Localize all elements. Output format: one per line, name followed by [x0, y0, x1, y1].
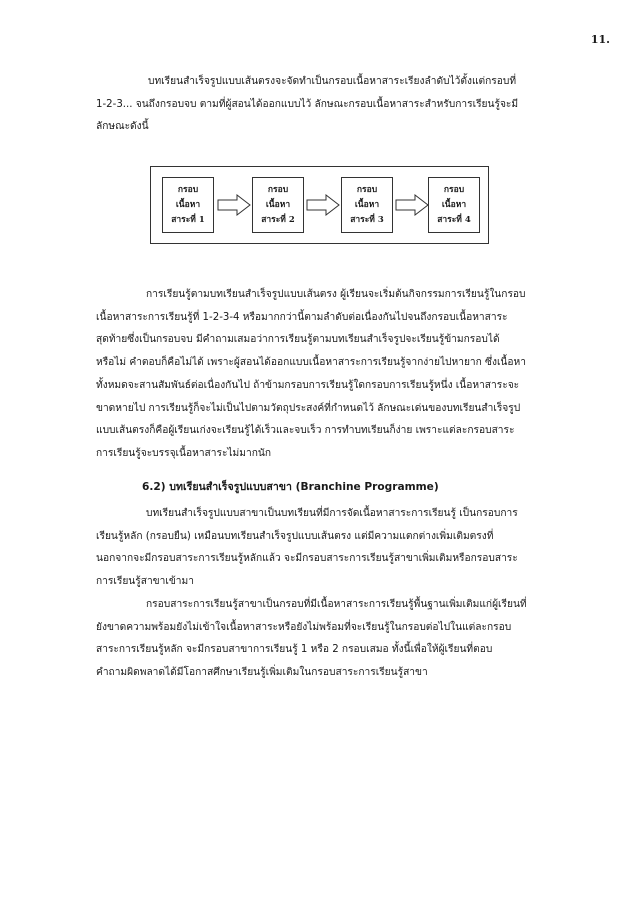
- linear-learning-paragraph: [96, 284, 544, 466]
- text-line: ทั้งหมดจะสานสัมพันธ์ต่อเนื่องกันไป ถ้าข้ามกรอบการเรียนรู้ใดกรอบการเรียนรู้หนึ่ง เนื้อหาสาระจะ: [96, 379, 520, 391]
- page-number: 11.: [590, 33, 610, 46]
- text-line: แบบเส้นตรงก็คือผู้เรียนเก่งจะเรียนรู้ได้เร็วและจบเร็ว การทำบทเรียนก็ง่าย เพราะแต่ละกรอบสาระ: [96, 425, 515, 437]
- text-line: สุดท้ายซึ่งเป็นกรอบจบ มีคำถามเสมอว่าการเรียนรู้ตามบทเรียนสำเร็จรูปจะเรียนรู้ข้ามกรอบได้: [96, 334, 500, 346]
- frame-box-label: กรอบ: [356, 184, 378, 195]
- text-line: ลักษณะดังนี้: [96, 121, 149, 133]
- text-line: เรียนรู้หลัก (กรอบยืน) เหมือนบทเรียนสำเร็จรูปแบบเส้นตรง แต่มีความแตกต่างเพิ่มเติมตรงที่: [96, 530, 494, 542]
- frame-box-label: กรอบ: [443, 184, 465, 195]
- text-line: หรือไม่ คำตอบก็คือไม่ได้ เพราะผู้สอนได้ออกแบบเนื้อหาสาระการเรียนรู้จากง่ายไปหายาก ซึ่งเนื้อหา: [96, 357, 526, 369]
- text-line: 1-2-3... จนถึงกรอบจบ ตามที่ผู้สอนได้ออกแบบไว้ ลักษณะกรอบเนื้อหาสาระสำหรับการเรียนรู้จะมี: [96, 98, 519, 110]
- text-line: บทเรียนสำเร็จรูปแบบเส้นตรงจะจัดทำเป็นกรอบเนื้อหาสาระเรียงลำดับไว้ตั้งแต่กรอบที่: [148, 76, 517, 87]
- frame-box-1: [162, 177, 214, 233]
- text-line: การเรียนรู้จะบรรจุเนื้อหาสาระไม่มากนัก: [96, 447, 271, 459]
- frame-box-label: สาระที่ 2: [261, 214, 295, 225]
- text-line: กรอบสาระการเรียนรู้สาขาเป็นกรอบที่มีเนื้อหาสาระการเรียนรู้พื้นฐานเพิ่มเติมแก่ผู้เรียนที่: [146, 599, 527, 610]
- frame-box-label: เนื้อหา: [175, 199, 201, 210]
- arrow-right-icon: [217, 194, 251, 216]
- frame-box-4: [428, 177, 480, 233]
- branch-frame-paragraph: [96, 594, 544, 685]
- frame-box-label: เนื้อหา: [441, 199, 467, 210]
- text-line: ขาดหายไป การเรียนรู้ก็จะไม่เป็นไปตามวัตถุประสงค์ที่กำหนดไว้ ลักษณะเด่นของบทเรียนสำเร็จรูป: [96, 402, 521, 414]
- text-line: การเรียนรู้ตามบทเรียนสำเร็จรูปแบบเส้นตรง ผู้เรียนจะเริ่มต้นกิจกรรมการเรียนรู้ในกรอบ: [146, 289, 526, 300]
- section-heading: 6.2) บทเรียนสำเร็จรูปแบบสาขา (Branchine Programme): [142, 481, 439, 493]
- frame-box-label: กรอบ: [267, 184, 289, 195]
- text-line: การเรียนรู้สาขาเข้ามา: [96, 576, 194, 588]
- text-line: ยังขาดความพร้อมยังไม่เข้าใจเนื้อหาสาระหรือยังไม่พร้อมที่จะเรียนรู้ในกรอบต่อไปในแต่ละกรอบ: [96, 621, 512, 633]
- arrow-right-icon: [395, 194, 429, 216]
- intro-paragraph: [96, 71, 544, 139]
- text-line: เนื้อหาสาระการเรียนรู้ที่ 1-2-3-4 หรือมากกว่านี้ตามลำดับต่อเนื่องกันไปจนถึงกรอบเนื้อหาสาระ: [96, 311, 508, 323]
- text-line: นอกจากจะมีกรอบสาระการเรียนรู้หลักแล้ว จะมีกรอบสาระการเรียนรู้สาขาเพิ่มเติมหรือกรอบสาระ: [96, 553, 518, 565]
- text-line: คำถามผิดพลาดได้มีโอกาสศึกษาเรียนรู้เพิ่มเติมในกรอบสาระการเรียนรู้สาขา: [96, 667, 428, 679]
- frame-box-label: เนื้อหา: [265, 199, 291, 210]
- frame-box-label: กรอบ: [177, 184, 199, 195]
- branch-paragraph: [96, 503, 544, 594]
- frame-box-2: [252, 177, 304, 233]
- frame-box-label: เนื้อหา: [354, 199, 380, 210]
- linear-frame-diagram: [150, 166, 489, 244]
- frame-box-label: สาระที่ 4: [437, 214, 471, 225]
- text-line: สาระการเรียนรู้หลัก จะมีกรอบสาขาการเรียนรู้ 1 หรือ 2 กรอบเสมอ ทั้งนี้เพื่อให้ผู้เรียนที่ตอบ: [96, 644, 493, 656]
- frame-box-label: สาระที่ 3: [350, 214, 384, 225]
- text-line: บทเรียนสำเร็จรูปแบบสาขาเป็นบทเรียนที่มีการจัดเนื้อหาสาระการเรียนรู้ เป็นกรอบการ: [146, 508, 518, 519]
- arrow-right-icon: [306, 194, 340, 216]
- frame-box-label: สาระที่ 1: [171, 214, 205, 225]
- frame-box-3: [341, 177, 393, 233]
